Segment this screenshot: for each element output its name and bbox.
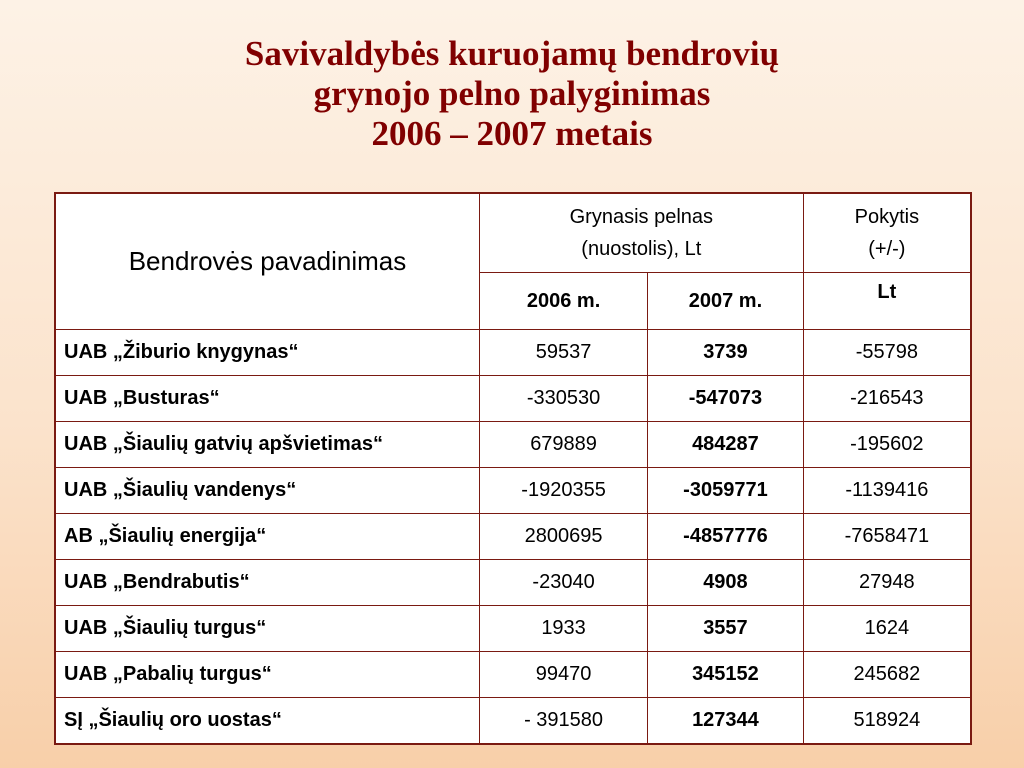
table-row [55,376,971,422]
header-unit: Lt [803,273,971,330]
profit-2006-cell: - 391580 [479,698,647,745]
header-change [803,193,971,273]
table-row [55,330,971,376]
profit-2007-cell: -3059771 [648,468,804,514]
table-row [55,514,971,560]
profit-2006-cell: 679889 [479,422,647,468]
change-cell: -55798 [803,330,971,376]
header-company-name: Bendrovės pavadinimas [55,193,479,330]
table-row [55,652,971,698]
profit-2007-cell: 3557 [648,606,804,652]
title-line-2: grynojo pelno palyginimas [313,74,711,113]
profit-2006-cell: 2800695 [479,514,647,560]
change-cell: 245682 [803,652,971,698]
header-row-top [55,193,971,273]
profit-2006-cell: 59537 [479,330,647,376]
profit-2007-cell: -4857776 [648,514,804,560]
table-row [55,560,971,606]
company-name-cell: AB „Šiaulių energija“ [55,514,479,560]
company-name-cell: SĮ „Šiaulių oro uostas“ [55,698,479,745]
header-change-line-1: Pokytis [854,206,920,228]
change-cell: -1139416 [803,468,971,514]
profit-2007-cell: -547073 [648,376,804,422]
profit-2007-cell: 484287 [648,422,804,468]
table-row [55,422,971,468]
table-row [55,606,971,652]
company-name-cell: UAB „Bendrabutis“ [55,560,479,606]
profit-2006-cell: -1920355 [479,468,647,514]
header-net-profit-line-2: (nuostolis), Lt [581,238,702,260]
table-row [55,698,971,745]
change-cell: 27948 [803,560,971,606]
page-title [0,34,1024,154]
change-cell: -7658471 [803,514,971,560]
company-name-cell: UAB „Pabalių turgus“ [55,652,479,698]
profit-2006-cell: 1933 [479,606,647,652]
change-cell: -216543 [803,376,971,422]
profit-2007-cell: 4908 [648,560,804,606]
table-row [55,468,971,514]
company-name-cell: UAB „Šiaulių gatvių apšvietimas“ [55,422,479,468]
header-year-2006: 2006 m. [479,273,647,330]
company-name-cell: UAB „Žiburio knygynas“ [55,330,479,376]
profit-2007-cell: 3739 [648,330,804,376]
title-line-1: Savivaldybės kuruojamų bendrovių [244,34,780,73]
header-net-profit [479,193,803,273]
change-cell: 1624 [803,606,971,652]
change-cell: 518924 [803,698,971,745]
header-change-line-2: (+/-) [868,238,906,260]
header-net-profit-line-1: Grynasis pelnas [569,206,714,228]
company-name-cell: UAB „Busturas“ [55,376,479,422]
change-cell: -195602 [803,422,971,468]
profit-2006-cell: -330530 [479,376,647,422]
profit-comparison-table [54,192,972,745]
title-line-3: 2006 – 2007 metais [371,114,653,153]
profit-2007-cell: 345152 [648,652,804,698]
profit-2007-cell: 127344 [648,698,804,745]
company-name-cell: UAB „Šiaulių vandenys“ [55,468,479,514]
profit-2006-cell: -23040 [479,560,647,606]
header-year-2007: 2007 m. [648,273,804,330]
profit-2006-cell: 99470 [479,652,647,698]
company-name-cell: UAB „Šiaulių turgus“ [55,606,479,652]
